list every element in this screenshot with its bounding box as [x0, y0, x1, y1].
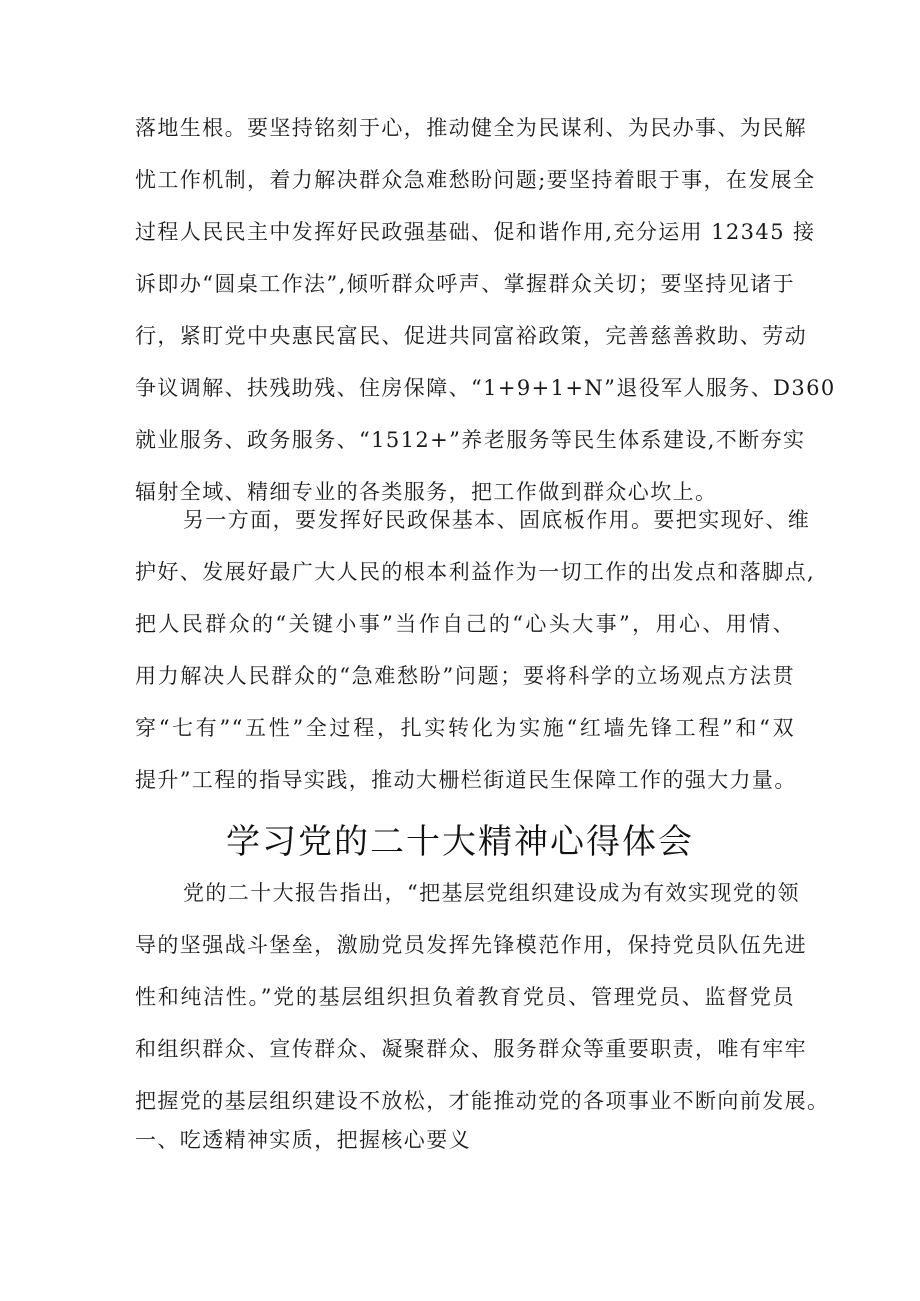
paragraph-line: 辐射全域、精细专业的各类服务，把工作做到群众心坎上。: [135, 480, 718, 504]
paragraph-line: 就业服务、政务服务、“1512+”养老服务等民生体系建设,不断夯实: [135, 428, 806, 452]
document-title: 学习党的二十大精神心得体会: [226, 822, 694, 862]
paragraph-line: 诉即办“圆桌工作法”,倾听群众呼声、掌握群众关切；要坚持见诸于: [135, 272, 795, 296]
paragraph-line: 和组织群众、宣传群众、凝聚群众、服务群众等重要职责，唯有牢牢: [135, 1037, 807, 1061]
paragraph-line: 穿“七有”“五性”全过程，扎实转化为实施“红墙先锋工程”和“双: [135, 716, 795, 740]
paragraph-line: 另一方面，要发挥好民政保基本、固底板作用。要把实现好、维: [183, 508, 811, 532]
section-heading: 一、吃透精神实质，把握核心要义: [135, 1128, 471, 1152]
paragraph-3: [135, 867, 830, 1127]
paragraph-line: 护好、发展好最广大人民的根本利益作为一切工作的出发点和落脚点,: [135, 560, 816, 584]
paragraph-line: 行，紧盯党中央惠民富民、促进共同富裕政策，完善慈善救助、劳动: [135, 324, 807, 348]
paragraph-2: [135, 494, 816, 806]
paragraph-line: 忧工作机制，着力解决群众急难愁盼问题;要坚持着眼于事，在发展全: [135, 168, 816, 192]
paragraph-line: 争议调解、扶残助残、住房保障、“1+9+1+N”退役军人服务、D360: [135, 376, 836, 400]
paragraph-line: 把握党的基层组织建设不放松，才能推动党的各项事业不断向前发展。: [135, 1089, 830, 1113]
paragraph-line: 党的二十大报告指出，“把基层党组织建设成为有效实现党的领: [183, 881, 800, 905]
paragraph-1: [135, 102, 836, 518]
paragraph-line: 导的坚强战斗堡垒，激励党员发挥先锋模范作用，保持党员队伍先进: [135, 933, 807, 957]
paragraph-line: 用力解决人民群众的“急难愁盼”问题；要将科学的立场观点方法贯: [135, 664, 795, 688]
paragraph-line: 提升”工程的指导实践，推动大栅栏街道民生保障工作的强大力量。: [135, 768, 797, 792]
paragraph-line: 性和纯洁性。”党的基层组织担负着教育党员、管理党员、监督党员: [135, 985, 795, 1009]
paragraph-line: 落地生根。要坚持铭刻于心，推动健全为民谋利、为民办事、为民解: [135, 116, 807, 140]
paragraph-line: 过程人民民主中发挥好民政强基础、促和谐作用,充分运用 12345 接: [135, 220, 816, 244]
paragraph-line: 把人民群众的“关键小事”当作自己的“心头大事”，用心、用情、: [135, 612, 795, 636]
